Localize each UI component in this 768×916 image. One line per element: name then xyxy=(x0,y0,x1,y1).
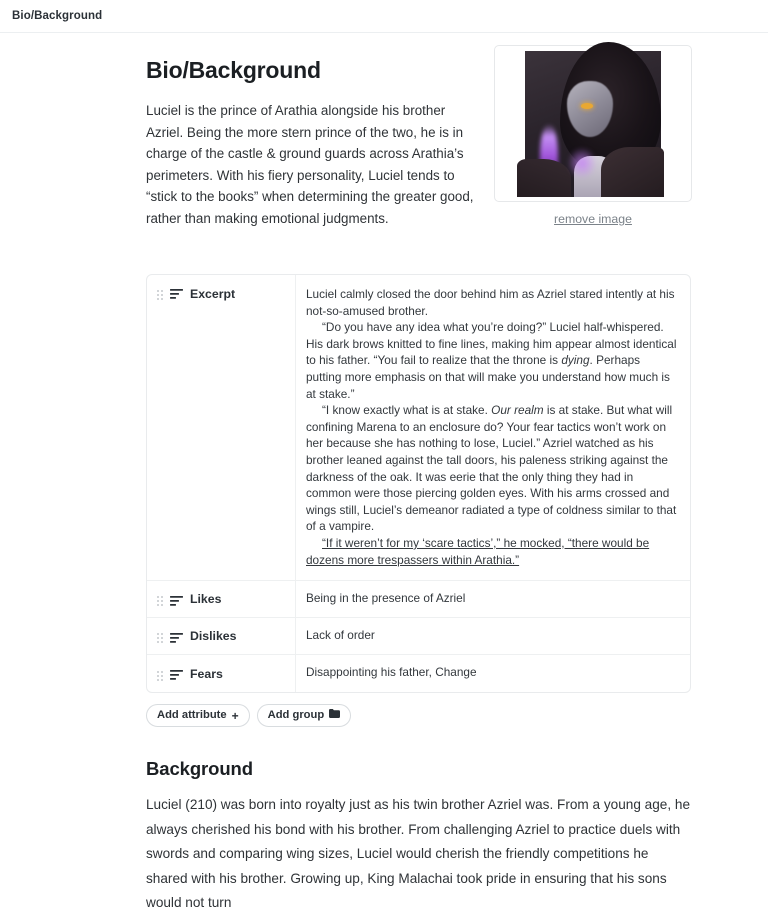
table-actions xyxy=(146,704,692,727)
drag-handle-icon[interactable] xyxy=(157,633,163,643)
excerpt-run: “Do you have any idea what you’re doing?” Luciel half-whispered. His dark brows knitted to fine lines, making him appear almost identical to his father. “You fail to realize that the throne is xyxy=(306,320,677,368)
attribute-label: Fears xyxy=(190,666,223,681)
excerpt-run: “I know exactly what is at stake. xyxy=(322,403,492,418)
excerpt-run: is at stake. But what will confining Marena to an enclosure do? Your fear tactics won’t work on her because she has nothing to lose, Luciel.” Azriel watched as his brother leaned against the tall doors, his paleness striking against the darkness of the oak. It was eerie that the only thing they had in common were those piercing golden eyes. With his arms crossed and wings still, Luciel’s demeanor radiated a type of coldness similar to that of a vampire. xyxy=(306,403,677,534)
attribute-label: Excerpt xyxy=(190,287,236,301)
text-lines-icon xyxy=(170,670,183,680)
attribute-label-cell[interactable] xyxy=(147,618,296,654)
content-column xyxy=(146,33,692,916)
attribute-label: Dislikes xyxy=(190,629,237,644)
top-bar xyxy=(0,0,768,33)
portrait-shoulder-right xyxy=(601,147,664,197)
character-portrait-image[interactable] xyxy=(525,51,661,197)
page-title: Bio/Background xyxy=(146,57,321,83)
image-column xyxy=(494,45,692,226)
attribute-value-cell[interactable] xyxy=(296,275,690,580)
drag-handle-icon[interactable] xyxy=(157,596,163,606)
excerpt-paragraph-1 xyxy=(306,286,677,319)
excerpt-emphasis: Our realm xyxy=(491,403,544,418)
add-attribute-label: Add attribute xyxy=(157,709,227,722)
intro-paragraph: Luciel is the prince of Arathia alongside his brother Azriel. Being the more stern prince of the two, he is in charge of the castle & ground guards across Arathia’s perimeters. With his fiery personality, Luciel tends to “stick to the books” when determining the greater good, rather than making emotional judgments. xyxy=(146,103,474,226)
attributes-table xyxy=(146,274,691,693)
intro-text-block xyxy=(146,45,494,229)
excerpt-emphasis: dying xyxy=(561,353,590,368)
add-attribute-button[interactable] xyxy=(146,704,250,727)
add-group-label: Add group xyxy=(267,709,325,722)
portrait-card[interactable] xyxy=(494,45,692,202)
attribute-label-cell[interactable] xyxy=(147,275,296,580)
table-row xyxy=(147,618,690,655)
background-section-title: Background xyxy=(146,758,253,780)
table-row xyxy=(147,581,690,618)
excerpt-paragraph-3 xyxy=(306,402,677,535)
attribute-value-cell[interactable]: Disappointing his father, Change xyxy=(306,665,477,680)
attribute-value-cell[interactable]: Lack of order xyxy=(306,628,375,643)
background-paragraph: Luciel (210) was born into royalty just as his twin brother Azriel was. From a young age, he always cherished his bond with his brother. From challenging Azriel to practice duels with swords and comparing wing sizes, Luciel would cherish the friendly competitions he shared with his brother. Growing up, King Malachai took pride in ensuring that his sons would not turn xyxy=(146,797,691,911)
text-lines-icon xyxy=(170,289,183,299)
excerpt-run: Luciel calmly closed the door behind him as Azriel stared intently at his not-so-amused brother. xyxy=(306,287,675,318)
excerpt-run: . Perhaps putting more emphasis on that will make you understand how much is at stake.” xyxy=(306,353,670,401)
folder-icon xyxy=(329,708,340,723)
excerpt-paragraph-2 xyxy=(306,319,677,402)
attribute-value-cell[interactable]: Being in the presence of Azriel xyxy=(306,591,466,606)
text-lines-icon xyxy=(170,596,183,606)
remove-image-link[interactable]: remove image xyxy=(554,212,632,226)
excerpt-run-underlined: “If it weren’t for my ‘scare tactics’,” he mocked, “there would be dozens more trespassers within Arathia.” xyxy=(306,535,650,567)
portrait-glow-secondary xyxy=(567,147,597,179)
breadcrumb[interactable]: Bio/Background xyxy=(12,10,103,22)
attribute-label-cell[interactable] xyxy=(147,581,296,617)
add-group-button[interactable] xyxy=(257,704,352,727)
drag-handle-icon[interactable] xyxy=(157,290,163,300)
excerpt-paragraph-4 xyxy=(306,535,677,568)
plus-icon: + xyxy=(231,708,239,723)
attribute-label: Likes xyxy=(190,592,222,607)
portrait-golden-eye xyxy=(581,103,593,109)
intro-section xyxy=(146,45,692,229)
text-lines-icon xyxy=(170,633,183,643)
attribute-label-cell[interactable] xyxy=(147,655,296,692)
portrait-shoulder-left xyxy=(517,159,571,197)
table-row xyxy=(147,655,690,692)
page-body xyxy=(0,33,768,911)
table-row xyxy=(147,275,690,581)
drag-handle-icon[interactable] xyxy=(157,671,163,681)
